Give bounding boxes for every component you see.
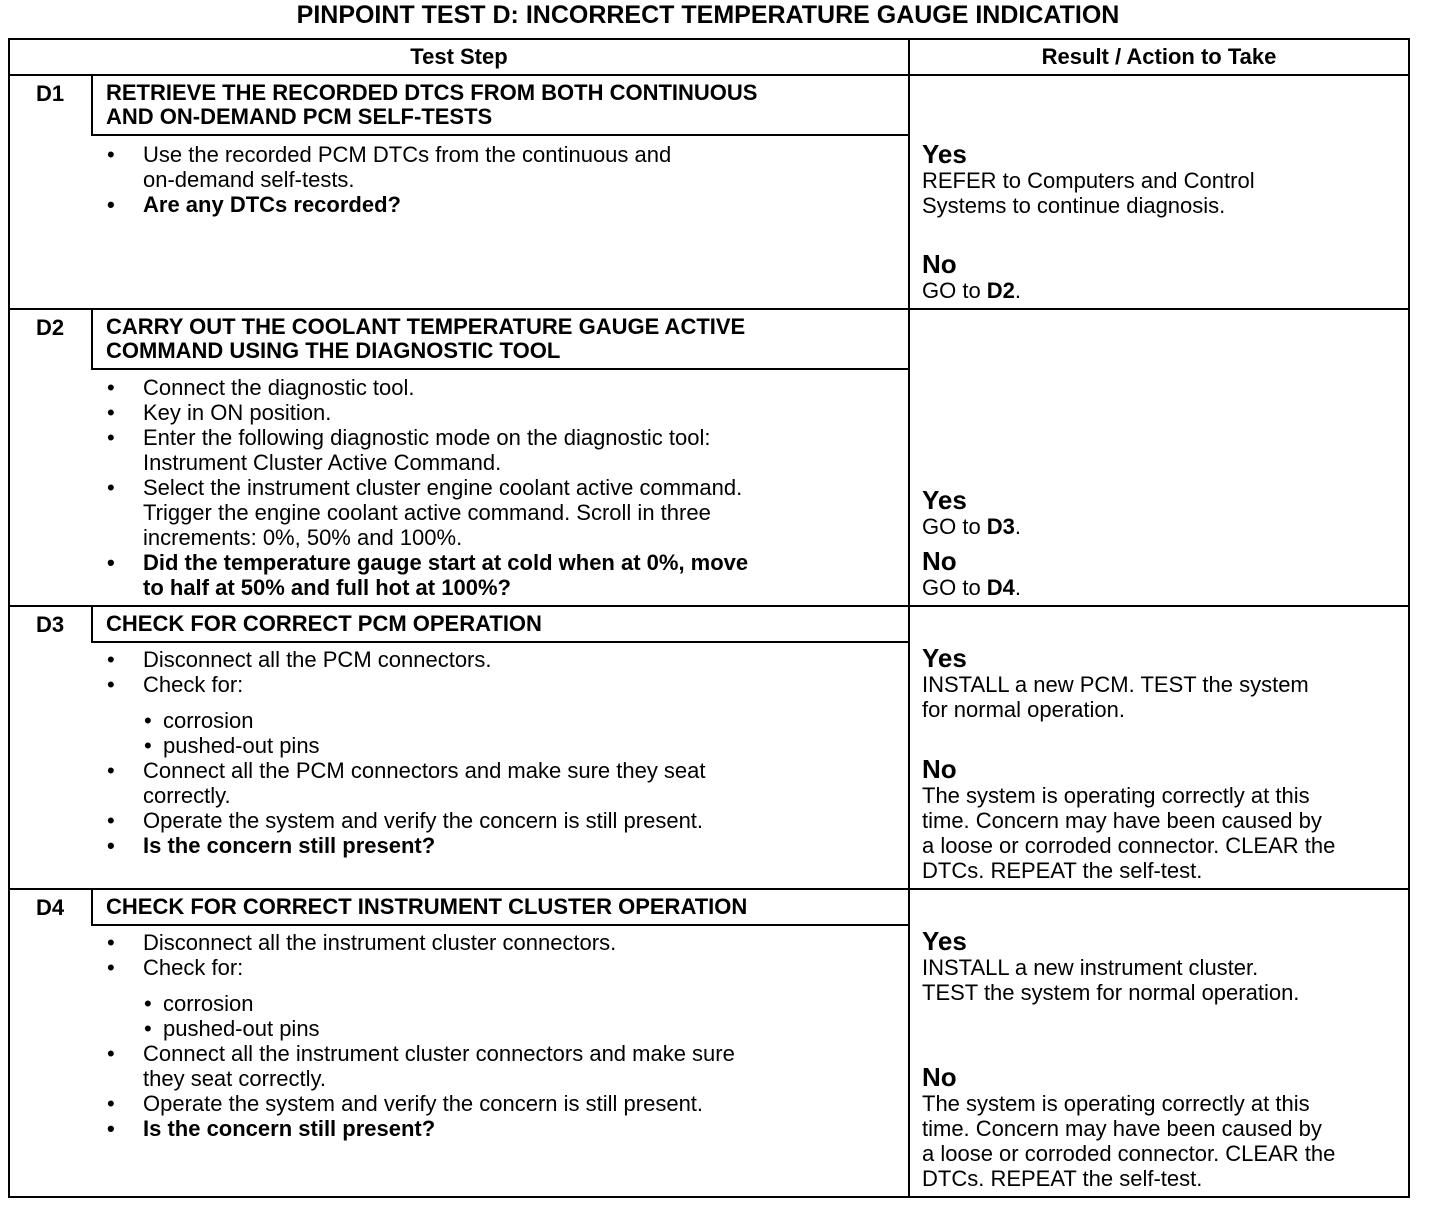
header-test-step: Test Step [410,44,508,69]
list-item: • Key in ON position. [107,400,332,425]
step-id-d4: D4 [35,895,65,920]
page-title: PINPOINT TEST D: INCORRECT TEMPERATURE GAUGE INDICATION [296,1,1120,29]
step-title-d3: CHECK FOR CORRECT PCM OPERATION [106,611,542,636]
list-item: • Are any DTCs recorded? [107,192,401,217]
step-items-d3 [93,647,908,858]
list-item: • Connect all the instrument cluster connectors and make sure they seat correctly. [107,1041,735,1091]
title-divider-d4 [91,924,909,926]
list-item: • Is the concern still present? [107,833,436,858]
list-item: • Did the temperature gauge start at cold when at 0%, move to half at 50% and full hot at 100%? [107,550,749,600]
step-items-d2 [93,375,908,600]
result-d2 [910,310,1408,605]
sub-list-item: • pushed-out pins [144,1016,320,1041]
step-items-d1 [93,142,908,217]
sub-list-item: • pushed-out pins [144,733,320,758]
list-item: • Check for: [107,672,244,697]
title-divider-d3 [91,641,909,643]
result-no-d4: No The system is operating correctly at this time. Concern may have been caused by a loose or corroded connector. CLEAR the DTCs. REPEAT the self-test. [922,1062,1336,1191]
list-item: • Operate the system and verify the concern is still present. [107,808,704,833]
result-yes-d4: Yes INSTALL a new instrument cluster. TEST the system for normal operation. [922,926,1300,1005]
list-item: • Connect the diagnostic tool. [107,375,415,400]
list-item: • Enter the following diagnostic mode on the diagnostic tool: Instrument Cluster Active Command. [107,425,711,475]
list-item: • Check for: [107,955,244,980]
result-no-d3: No The system is operating correctly at this time. Concern may have been caused by a loose or corroded connector. CLEAR the DTCs. REPEAT the self-test. [922,754,1336,883]
sub-list-item: • corrosion [144,708,254,733]
step-items-d4 [93,930,908,1141]
list-item: • Is the concern still present? [107,1116,436,1141]
list-item: • Use the recorded PCM DTCs from the continuous and on-demand self-tests. [107,142,672,192]
result-d1 [910,76,1408,308]
result-yes-d2: Yes GO to D3. [922,485,1022,539]
step-id-d2: D2 [35,315,65,340]
result-d3 [910,607,1408,888]
step-title-d4: CHECK FOR CORRECT INSTRUMENT CLUSTER OPERATION [106,894,748,919]
list-item: • Disconnect all the PCM connectors. [107,647,492,672]
step-title-d1: RETRIEVE THE RECORDED DTCS FROM BOTH CONTINUOUS AND ON-DEMAND PCM SELF-TESTS [106,80,758,129]
result-d4 [910,890,1408,1196]
step-id-d1: D1 [35,81,65,106]
list-item: • Disconnect all the instrument cluster connectors. [107,930,617,955]
sub-list-item: • corrosion [144,991,254,1016]
title-divider-d2 [91,368,909,370]
step-title-d2: CARRY OUT THE COOLANT TEMPERATURE GAUGE ACTIVE COMMAND USING THE DIAGNOSTIC TOOL [106,314,746,363]
list-item: • Connect all the PCM connectors and make sure they seat correctly. [107,758,706,808]
result-yes-d3: Yes INSTALL a new PCM. TEST the system for normal operation. [922,643,1309,722]
result-no-d1: No GO to D2. [922,249,1022,303]
step-id-d3: D3 [35,612,65,637]
header-result: Result / Action to Take [1041,44,1277,69]
list-item: • Select the instrument cluster engine coolant active command. Trigger the engine coolant active command. Scroll in three increments: 0%, 50% and 100%. [107,475,743,550]
list-item: • Operate the system and verify the concern is still present. [107,1091,704,1116]
title-divider-d1 [91,134,909,136]
result-yes-d1: Yes REFER to Computers and Control Systems to continue diagnosis. [922,139,1255,218]
result-no-d2: No GO to D4. [922,546,1022,600]
